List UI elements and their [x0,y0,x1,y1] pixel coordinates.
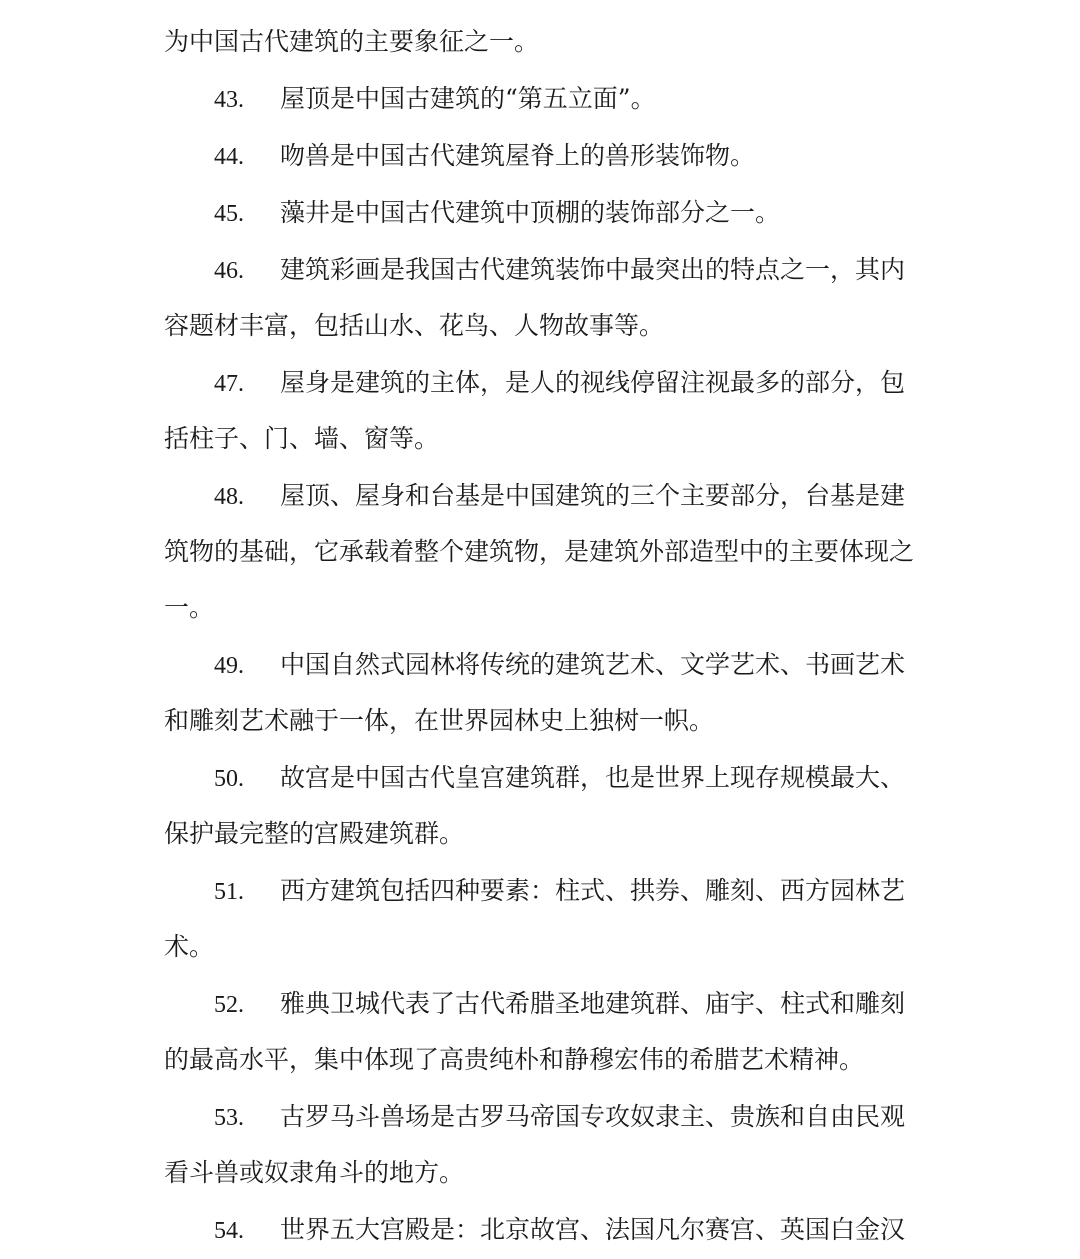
item-number: 50. [214,766,244,792]
item-number: 49. [214,653,244,679]
paragraph-text: 建筑彩画是我国古代建筑装饰中最突出的特点之一，其内 [280,255,906,284]
item-number: 47. [214,371,244,397]
paragraph-text: 一。 [164,593,215,622]
paragraph-text: 屋顶、屋身和台基是中国建筑的三个主要部分，台基是建 [280,481,906,510]
paragraph-text: 保护最完整的宫殿建筑群。 [164,819,465,848]
paragraph-text: 古罗马斗兽场是古罗马帝国专攻奴隶主、贵族和自由民观 [280,1102,906,1131]
paragraph-text: 雅典卫城代表了古代希腊圣地建筑群、庙宇、柱式和雕刻 [280,989,906,1018]
paragraph-text: 中国自然式园林将传统的建筑艺术、文学艺术、书画艺术 [280,650,906,679]
paragraph-text: 筑物的基础，它承载着整个建筑物，是建筑外部造型中的主要体现之 [164,537,915,566]
paragraph-text: 的最高水平，集中体现了高贵纯朴和静穆宏伟的希腊艺术精神。 [164,1045,865,1074]
text-line [164,806,924,862]
text-line [164,1032,924,1088]
item-number: 53. [214,1105,244,1131]
paragraph-text: 术。 [164,932,215,961]
text-line [164,919,924,975]
text-line [164,355,924,411]
text-line [164,411,924,467]
text-line [164,1202,924,1258]
paragraph-text: 藻井是中国古代建筑中顶棚的装饰部分之一。 [280,198,781,227]
paragraph-text: 屋顶是中国古建筑的“第五立面”。 [280,84,656,113]
text-line [164,1089,924,1145]
paragraph-text: 西方建筑包括四种要素：柱式、拱券、雕刻、西方园林艺 [280,876,906,905]
item-number: 48. [214,484,244,510]
text-line [164,71,924,127]
text-line [164,242,924,298]
text-line [164,14,924,70]
text-line [164,750,924,806]
text-line [164,524,924,580]
text-line [164,693,924,749]
text-line [164,185,924,241]
text-line [164,128,924,184]
paragraph-text: 看斗兽或奴隶角斗的地方。 [164,1158,465,1187]
item-number: 43. [214,87,244,113]
paragraph-text: 吻兽是中国古代建筑屋脊上的兽形装饰物。 [280,141,756,170]
paragraph-text: 屋身是建筑的主体，是人的视线停留注视最多的部分，包 [280,368,906,397]
text-line [164,468,924,524]
text-line [164,637,924,693]
item-number: 51. [214,879,244,905]
item-number: 54. [214,1218,244,1244]
text-line [164,1145,924,1201]
paragraph-text: 和雕刻艺术融于一体，在世界园林史上独树一帜。 [164,706,715,735]
item-number: 52. [214,992,244,1018]
paragraph-text: 括柱子、门、墙、窗等。 [164,424,440,453]
text-line [164,580,924,636]
paragraph-text: 为中国古代建筑的主要象征之一。 [164,27,540,56]
paragraph-text: 容题材丰富，包括山水、花鸟、人物故事等。 [164,311,665,340]
text-line [164,298,924,354]
item-number: 44. [214,144,244,170]
item-number: 45. [214,201,244,227]
paragraph-text: 故宫是中国古代皇宫建筑群，也是世界上现存规模最大、 [280,763,906,792]
text-line [164,863,924,919]
item-number: 46. [214,258,244,284]
text-line [164,976,924,1032]
paragraph-text: 世界五大宫殿是：北京故宫、法国凡尔赛宫、英国白金汉 [280,1215,906,1244]
